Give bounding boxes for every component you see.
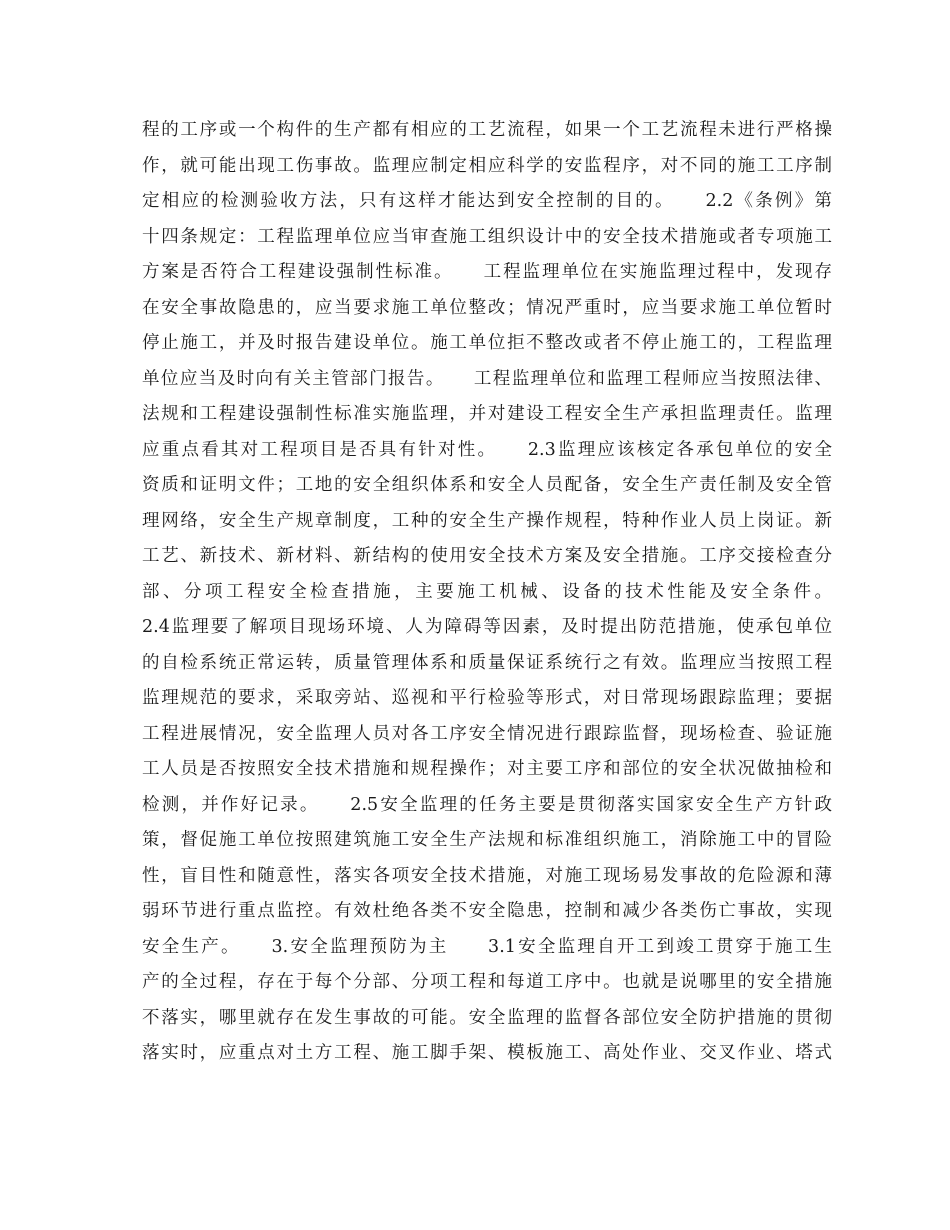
text-line: 作，就可能出现工伤事故。监理应制定相应科学的安监程序，对不同的施工工序制: [142, 155, 832, 176]
text-line: 策，督促施工单位按照建筑施工安全生产法规和标准组织施工，消除施工中的冒险: [142, 830, 832, 850]
text-line: 检测，并作好记录。 2.5安全监理的任务主要是贯彻落实国家安全生产方针政: [142, 794, 832, 815]
text-line: 法规和工程建设强制性标准实施监理，并对建设工程安全生产承担监理责任。监理: [142, 404, 832, 424]
text-line: 资质和证明文件；工地的安全组织体系和安全人员配备，安全生产责任制及安全管: [142, 475, 832, 495]
text-line: 部、分项工程安全检查措施，主要施工机械、设备的技术性能及安全条件。: [142, 581, 832, 602]
text-line: 应重点看其对工程项目是否具有针对性。 2.3监理应该核定各承包单位的安全: [142, 439, 832, 460]
text-line: 不落实，哪里就存在发生事故的可能。安全监理的监督各部位安全防护措施的贯彻: [142, 1007, 832, 1028]
text-line: 的自检系统正常运转，质量管理体系和质量保证系统行之有效。监理应当按照工程: [142, 652, 832, 673]
text-line: 产的全过程，存在于每个分部、分项工程和每道工序中。也就是说哪里的安全措施: [142, 972, 832, 992]
text-line: 工艺、新技术、新材料、新结构的使用安全技术方案及安全措施。工序交接检查分: [142, 546, 832, 566]
text-line: 监理规范的要求，采取旁站、巡视和平行检验等形式，对日常现场跟踪监理；要据: [142, 688, 832, 708]
text-line: 停止施工，并及时报告建设单位。施工单位拒不整改或者不停止施工的，工程监理: [142, 333, 832, 353]
text-line: 方案是否符合工程建设强制性标准。 工程监理单位在实施监理过程中，发现存: [142, 262, 832, 282]
text-line: 性，盲目性和随意性，落实各项安全技术措施，对施工现场易发事故的危险源和薄: [142, 865, 832, 886]
text-line: 十四条规定：工程监理单位应当审查施工组织设计中的安全技术措施或者专项施工: [142, 226, 832, 247]
body-text: [142, 113, 832, 1072]
text-line: 定相应的检测验收方法，只有这样才能达到安全控制的目的。 2.2《条例》第: [142, 191, 832, 211]
text-line: 2.4监理要了解项目现场环境、人为障碍等因素，及时提出防范措施，使承包单位: [142, 617, 832, 637]
text-line: 安全生产。 3.安全监理预防为主 3.1安全监理自开工到竣工贯穿于施工生: [142, 936, 832, 957]
text-line: 在安全事故隐患的，应当要求施工单位整改；情况严重时，应当要求施工单位暂时: [142, 297, 832, 318]
text-line: 理网络，安全生产规章制度，工种的安全生产操作规程，特种作业人员上岗证。新: [142, 510, 832, 531]
text-line: 单位应当及时向有关主管部门报告。 工程监理单位和监理工程师应当按照法律、: [142, 368, 832, 389]
text-line: 工程进展情况，安全监理人员对各工序安全情况进行跟踪监督，现场检查、验证施: [142, 723, 832, 744]
text-line: 弱环节进行重点监控。有效杜绝各类不安全隐患，控制和减少各类伤亡事故，实现: [142, 901, 832, 921]
text-line: 程的工序或一个构件的生产都有相应的工艺流程，如果一个工艺流程未进行严格操: [142, 120, 832, 140]
text-line: 工人员是否按照安全技术措施和规程操作；对主要工序和部位的安全状况做抽检和: [142, 759, 832, 779]
text-line: 落实时，应重点对土方工程、施工脚手架、模板施工、高处作业、交叉作业、塔式: [142, 1043, 832, 1063]
